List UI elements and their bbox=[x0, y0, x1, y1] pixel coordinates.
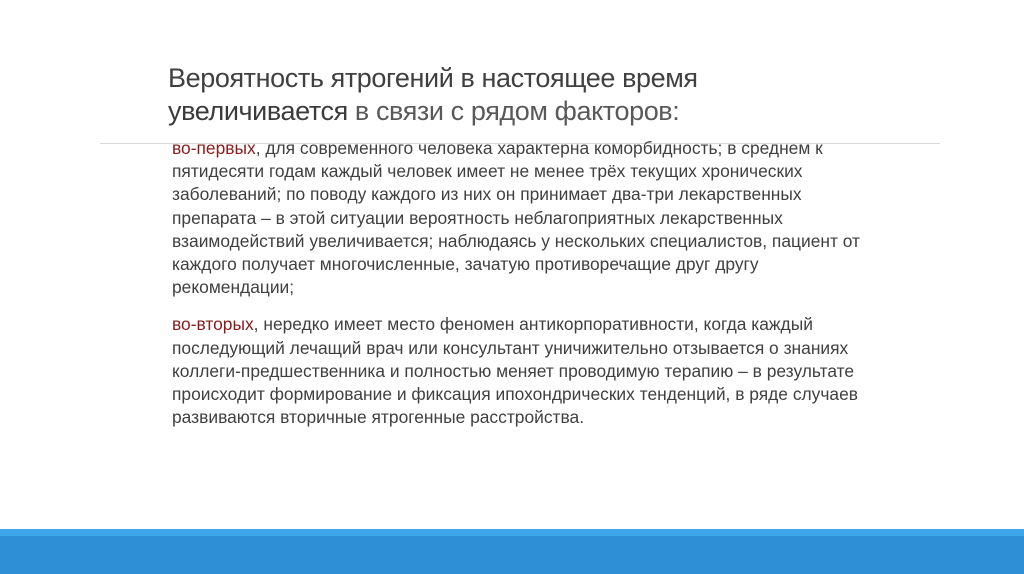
slide-body bbox=[172, 137, 872, 443]
paragraph-second-lead: во-вторых bbox=[172, 314, 254, 335]
paragraph-first-lead: во-первых bbox=[172, 138, 256, 158]
title-line-1: Вероятность ятрогений в настоящее время bbox=[168, 63, 698, 93]
title-line-2-rest: в связи с рядом факторов: bbox=[347, 96, 680, 126]
paragraph-first bbox=[172, 137, 872, 299]
title-line-2-emphasis: увеличивается bbox=[168, 96, 348, 126]
paragraph-second-text: , нередко имеет место феномен антикорпоративности, когда каждый последующий лечащий врач или консультант уничижительно отзывается о знаниях коллеги-предшественника и полностью меняет проводимую терапию – в результате происходит формирование и фиксация ипохондрических тенденций, в ряде случаев развиваются вторичные ятрогенные расстройства. bbox=[172, 314, 858, 428]
footer-stripe bbox=[0, 529, 1024, 536]
slide-title bbox=[168, 62, 928, 128]
paragraph-second bbox=[172, 313, 872, 429]
paragraph-first-text: , для современного человека характерна коморбидность; в среднем к пятидесяти годам каждый человек имеет не менее трёх текущих хронических заболеваний; по поводу каждого из них он принимает два-три лекарственных препарата – в этой ситуации вероятность неблагоприятных лекарственных взаимодействий увеличивается; наблюдаясь у нескольких специалистов, пациент от каждого получает многочисленные, зачатую противоречащие друг другу рекомендации; bbox=[172, 138, 861, 298]
